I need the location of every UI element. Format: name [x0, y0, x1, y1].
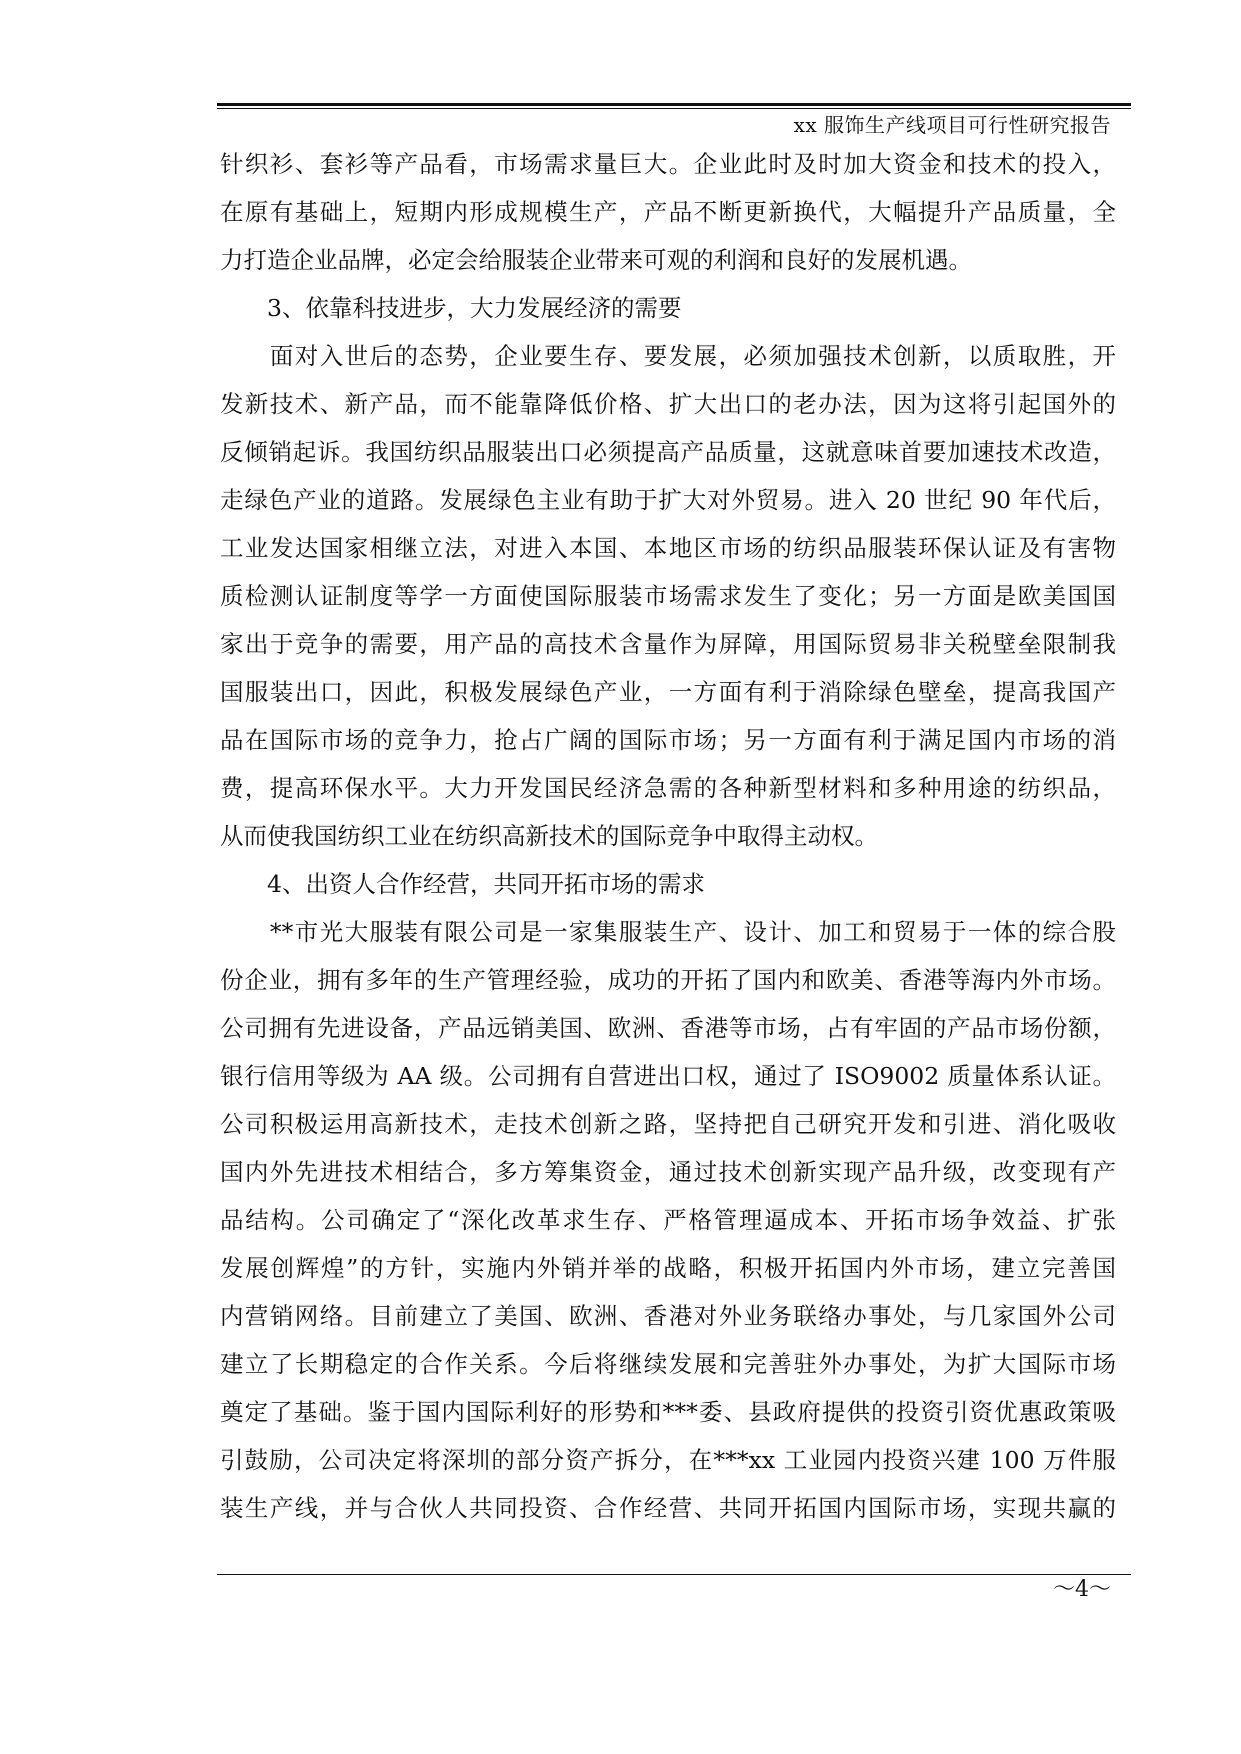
body-line: 工业发达国家相继立法，对进入本国、本地区市场的纺织品服装环保认证及有害物 [220, 534, 1116, 562]
body-line: 份企业，拥有多年的生产管理经验，成功的开拓了国内和欧美、香港等海内外市场。 [220, 966, 1116, 994]
body-line: 针织衫、套衫等产品看，市场需求量巨大。企业此时及时加大资金和技术的投入， [220, 150, 1116, 178]
body-line: 质检测认证制度等学一方面使国际服装市场需求发生了变化；另一方面是欧美国国 [220, 582, 1116, 610]
body-line: 银行信用等级为 AA 级。公司拥有自营进出口权，通过了 ISO9002 质量体系认证。 [220, 1062, 1116, 1090]
section-heading: 3、依靠科技进步，大力发展经济的需要 [220, 294, 682, 322]
body-line: 发新技术、新产品，而不能靠降低价格、扩大出口的老办法，因为这将引起国外的 [220, 390, 1116, 418]
body-line: 国内外先进技术相结合，多方筹集资金，通过技术创新实现产品升级，改变现有产 [220, 1158, 1116, 1186]
body-line: 面对入世后的态势，企业要生存、要发展，必须加强技术创新，以质取胜，开 [220, 342, 1116, 370]
body-line: 装生产线，并与合伙人共同投资、合作经营、共同开拓国内国际市场，实现共赢的 [220, 1494, 1116, 1522]
body-line: 反倾销起诉。我国纺织品服装出口必须提高产品质量，这就意味首要加速技术改造， [220, 438, 1116, 466]
header-rule [217, 103, 1131, 106]
footer-rule [217, 1574, 1131, 1575]
body-line: 在原有基础上，短期内形成规模生产，产品不断更新换代，大幅提升产品质量，全 [220, 198, 1116, 226]
running-header-title: xx 服饰生产线项目可行性研究报告 [793, 113, 1111, 137]
body-line: 家出于竞争的需要，用产品的高技术含量作为屏障，用国际贸易非关税壁垒限制我 [220, 630, 1116, 658]
body-line: 引鼓励，公司决定将深圳的部分资产拆分，在***xx 工业园内投资兴建 100 万件服 [220, 1446, 1116, 1474]
body-line: 内营销网络。目前建立了美国、欧洲、香港对外业务联络办事处，与几家国外公司 [220, 1302, 1116, 1330]
body-line: 建立了长期稳定的合作关系。今后将继续发展和完善驻外办事处，为扩大国际市场 [220, 1350, 1116, 1378]
body-line: 发展创辉煌”的方针，实施内外销并举的战略，积极开拓国内外市场，建立完善国 [220, 1254, 1116, 1282]
body-line: 品结构。公司确定了“深化改革求生存、严格管理逼成本、开拓市场争效益、扩张 [220, 1206, 1116, 1234]
section-heading: 4、出资人合作经营，共同开拓市场的需求 [220, 870, 705, 898]
body-line: 国服装出口，因此，积极发展绿色产业，一方面有利于消除绿色壁垒，提高我国产 [220, 678, 1116, 706]
body-line: 公司积极运用高新技术，走技术创新之路，坚持把自己研究开发和引进、消化吸收 [220, 1110, 1116, 1138]
body-line: 公司拥有先进设备，产品远销美国、欧洲、香港等市场，占有牢固的产品市场份额， [220, 1014, 1116, 1042]
page-body [220, 140, 1116, 1532]
body-line: 从而使我国纺织工业在纺织高新技术的国际竞争中取得主动权。 [220, 822, 878, 850]
header-rule-thin [217, 108, 1131, 109]
body-line: **市光大服装有限公司是一家集服装生产、设计、加工和贸易于一体的综合股 [220, 918, 1116, 946]
page-number: ～4～ [1053, 1577, 1111, 1602]
body-line: 走绿色产业的道路。发展绿色主业有助于扩大对外贸易。进入 20 世纪 90 年代后， [220, 486, 1116, 514]
body-line: 品在国际市场的竞争力，抢占广阔的国际市场；另一方面有利于满足国内市场的消 [220, 726, 1116, 754]
body-line: 费，提高环保水平。大力开发国民经济急需的各种新型材料和多种用途的纺织品， [220, 774, 1116, 802]
body-line: 奠定了基础。鉴于国内国际利好的形势和***委、县政府提供的投资引资优惠政策吸 [220, 1398, 1116, 1426]
body-line: 力打造企业品牌，必定会给服装企业带来可观的利润和良好的发展机遇。 [220, 246, 972, 274]
